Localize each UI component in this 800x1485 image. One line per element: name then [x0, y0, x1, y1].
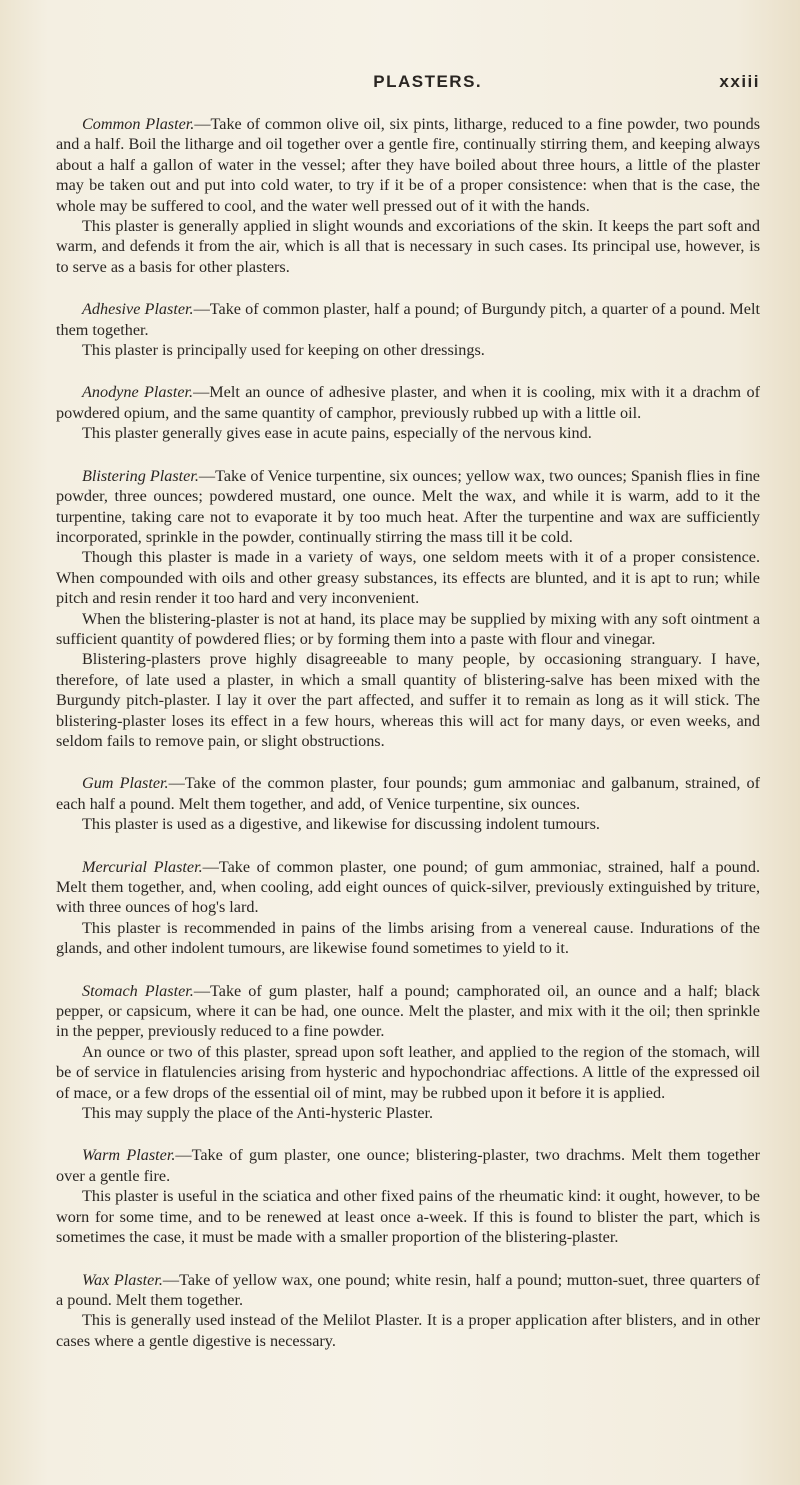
recipe-entry — [56, 981, 760, 1124]
recipe-note — [56, 423, 760, 443]
recipe-name: Gum Plaster. — [82, 774, 169, 793]
recipe-note — [56, 814, 760, 834]
recipe-instructions — [56, 466, 760, 548]
paragraph-text: This may supply the place of the Anti-hysteric Plaster. — [82, 1104, 434, 1123]
page-title: PLASTERS. — [373, 72, 483, 91]
recipe-instructions — [56, 382, 760, 423]
recipe-instructions — [56, 1270, 760, 1311]
recipe-entry — [56, 466, 760, 752]
recipe-instructions — [56, 773, 760, 814]
recipe-list — [56, 114, 760, 1351]
recipe-note — [56, 547, 760, 608]
paragraph-text: When the blistering-plaster is not at hand, its place may be supplied by mixing with any soft ointment a sufficient quantity of powdered flies; or by forming them into a paste with flour and vinegar. — [56, 609, 760, 648]
paragraph-text: This plaster generally gives ease in acute pains, especially of the nervous kind. — [82, 424, 592, 443]
paragraph-text: —Take of common olive oil, six pints, litharge, reduced to a fine powder, two pounds and a half. Boil the litharge and oil together over a gentle fire, continually stirring them, and keeping always about a half a gallon of water in the vessel; after they have boiled about three hours, a little of the plaster may be taken out and put into cold water, to try if it be of a proper consistence: when that is the case, the whole may be suffered to cool, and the water well pressed out of it with the hands. — [56, 115, 760, 215]
paragraph-text: Though this plaster is made in a variety of ways, one seldom meets with it of a proper consistence. When compounded with oils and other greasy substances, its effects are blunted, and it is apt to run; while pitch and resin render it too hard and very inconvenient. — [56, 548, 760, 608]
paragraph-text: —Take of yellow wax, one pound; white resin, half a pound; mutton-suet, three quarters of a pound. Melt them together. — [56, 1270, 760, 1309]
paragraph-text: This plaster is recommended in pains of the limbs arising from a venereal cause. Indurations of the glands, and other indolent tumours, are likewise found sometimes to yield to it. — [56, 918, 760, 958]
recipe-note — [56, 918, 760, 959]
page-number: xxiii — [719, 72, 760, 91]
recipe-name: Blistering Plaster. — [82, 466, 199, 485]
recipe-name: Warm Plaster. — [82, 1146, 176, 1165]
recipe-note — [56, 340, 760, 360]
recipe-name: Adhesive Plaster. — [82, 300, 194, 319]
recipe-note — [56, 649, 760, 751]
recipe-name: Common Plaster. — [82, 115, 195, 133]
recipe-entry — [56, 299, 760, 360]
paragraph-text: This is generally used instead of the Melilot Plaster. It is a proper application after blisters, and in other cases where a gentle digestive is necessary. — [56, 1311, 760, 1350]
recipe-entry — [56, 1145, 760, 1247]
paragraph-text: Blistering-plasters prove highly disagreeable to many people, by occasioning stranguary. I have, therefore, of late used a plaster, in which a small quantity of blistering-salve has been mixed with the Burgundy pitch-plaster. I lay it over the part affected, and suffer it to remain as long as it will stick. The blistering-plaster loses its effect in a few hours, whereas this will act for many days, or even weeks, and seldom fails to remove pain, or slight obstructions. — [56, 650, 760, 750]
paragraph-text: —Melt an ounce of adhesive plaster, and when it is cooling, mix with it a drachm of powdered opium, and the same quantity of camphor, previously rubbed up with a little oil. — [56, 383, 760, 422]
paragraph-text: —Take of Venice turpentine, six ounces; yellow wax, two ounces; Spanish flies in fine powder, three ounces; powdered mustard, one ounce. Melt the wax, and while it is warm, add to it the turpentine, taking care not to evaporate it by too much heat. After the turpentine and wax are sufficiently incorporated, sprinkle in the powder, continually stirring the mass till it be cold. — [56, 466, 760, 546]
paragraph-text: —Take of gum plaster, half a pound; camphorated oil, an ounce and a half; black pepper, or capsicum, where it can be had, one ounce. Melt the plaster, and mix with it the oil; then sprinkle in the pepper, previously reduced to a fine powder. — [56, 981, 760, 1041]
running-head — [56, 72, 760, 92]
recipe-entry — [56, 382, 760, 443]
recipe-note — [56, 1186, 760, 1247]
paragraph-text: —Take of gum plaster, one ounce; blistering-plaster, two drachms. Melt them together over a gentle fire. — [56, 1146, 760, 1185]
recipe-name: Anodyne Plaster. — [82, 383, 194, 402]
recipe-note — [56, 1042, 760, 1103]
paragraph-text: This plaster is useful in the sciatica and other fixed pains of the rheumatic kind: it ought, however, to be worn for some time, and to be renewed at least once a-week. If this is found to blister the part, which is sometimes the case, it must be made with a smaller proportion of the blistering-plaster. — [56, 1187, 760, 1247]
recipe-entry — [56, 1270, 760, 1352]
paragraph-text: This plaster is used as a digestive, and likewise for discussing indolent tumours. — [82, 815, 600, 834]
recipe-instructions — [56, 981, 760, 1042]
recipe-name: Stomach Plaster. — [82, 981, 194, 1000]
paragraph-text: —Take of common plaster, one pound; of gum ammoniac, strained, half a pound. Melt them together, and, when cooling, add eight ounces of quick-silver, previously extinguished by triture, with three ounces of hog's lard. — [56, 857, 761, 917]
recipe-instructions — [56, 1145, 760, 1186]
recipe-name: Wax Plaster. — [82, 1270, 163, 1289]
paragraph-text: An ounce or two of this plaster, spread upon soft leather, and applied to the region of the stomach, will be of service in flatulencies arising from hysteric and hypochondriac affections. A little of the expressed oil of mace, or a few drops of the essential oil of mint, may be rubbed upon it before it is applied. — [56, 1042, 760, 1102]
recipe-instructions — [56, 114, 760, 216]
recipe-instructions — [56, 299, 760, 340]
recipe-entry — [56, 857, 760, 959]
recipe-instructions — [56, 857, 760, 918]
paragraph-text: This plaster is principally used for keeping on other dressings. — [82, 341, 485, 360]
paragraph-text: This plaster is generally applied in slight wounds and excoriations of the skin. It keeps the part soft and warm, and defends it from the air, which is all that is necessary in such cases. Its principal use, however, is to serve as a basis for other plasters. — [56, 217, 760, 276]
recipe-note — [56, 1310, 760, 1351]
recipe-entry — [56, 773, 760, 834]
recipe-name: Mercurial Plaster. — [82, 857, 203, 876]
recipe-note — [56, 1103, 760, 1123]
recipe-note — [56, 216, 760, 277]
paragraph-text: —Take of the common plaster, four pounds; gum ammoniac and galbanum, strained, of each half a pound. Melt them together, and add, of Venice turpentine, six ounces. — [56, 774, 760, 813]
recipe-note — [56, 609, 760, 650]
paragraph-text: —Take of common plaster, half a pound; of Burgundy pitch, a quarter of a pound. Melt them together. — [56, 300, 760, 339]
recipe-entry — [56, 114, 760, 277]
